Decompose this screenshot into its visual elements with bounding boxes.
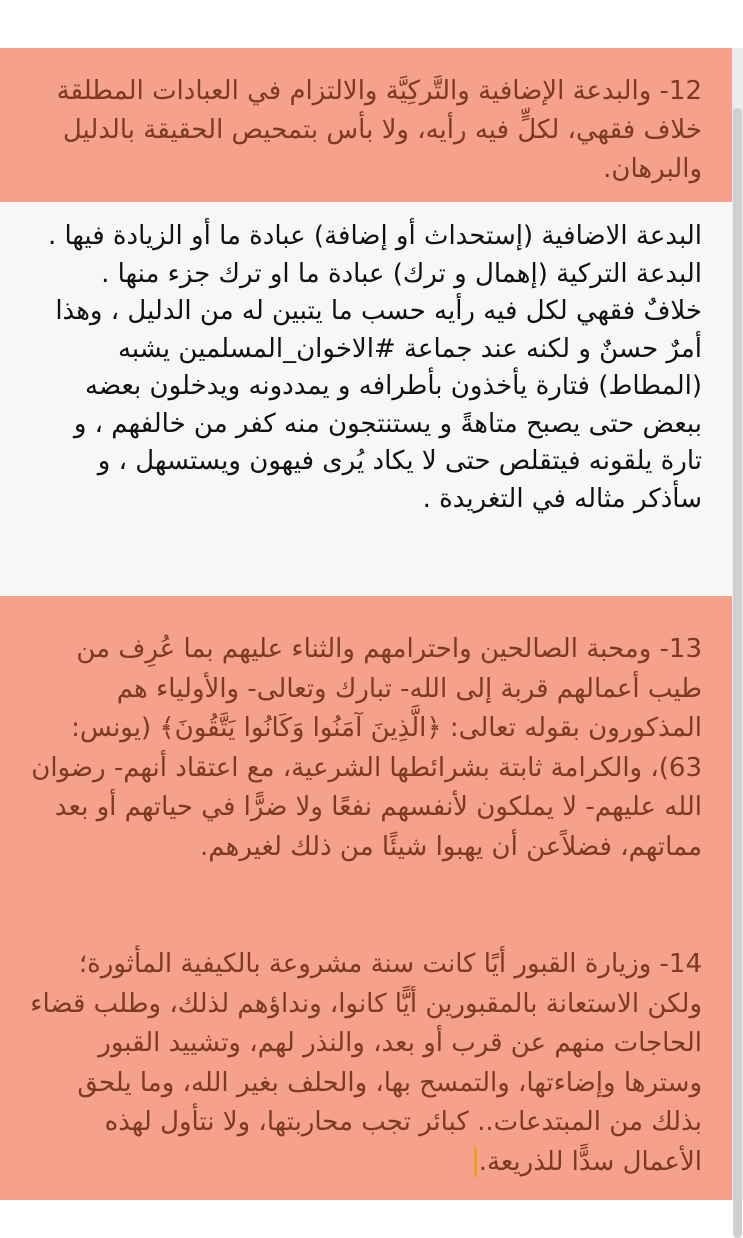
quote-block-12 — [0, 48, 732, 202]
comment-line-3: خلافٌ فقهي لكل فيه رأيه حسب ما يتبين له من الدليل ، وهذا أمرٌ حسنٌ و لكنه عند جماعة #الاخوان_المسلمين يشبه (المطاط) فتارة يأخذون بأطرافه و يمددونه ويدخلون بعضه ببعض حتى يصبح متاهةً و يستنتجون منه كفر من خالفهم ، و تارة يلقونه فيتقلص حتى لا يكاد يُرى فيهون ويستسهل ، و سأذكر مثاله في التغريدة . — [55, 296, 702, 514]
comment-line-1: البدعة الاضافية (إستحداث أو إضافة) عبادة ما أو الزيادة فيها . — [47, 221, 702, 251]
item-14-paragraph — [28, 945, 702, 1182]
scrollbar-track[interactable] — [732, 48, 743, 1200]
item-14-text: 14- وزيارة القبور أيًا كانت سنة مشروعة بالكيفية المأثورة؛ ولكن الاستعانة بالمقبورين أيًّا كانوا، ونداؤهم لذلك، وطلب قضاء الحاجات منهم عن قرب أو بعد، والنذر لهم، وتشييد القبور وسترها وإضاءتها، والتمسح بها، والحلف بغير الله، وما يلحق بذلك من المبتدعات.. كبائر تجب محاربتها، ولا نتأول لهذه الأعمال سدًّا للذريعة. — [30, 949, 702, 1177]
item-13-text: 13- ومحبة الصالحين واحترامهم والثناء عليهم بما عُرِف من طيب أعمالهم قربة إلى الله- تبارك وتعالى- والأولياء هم المذكورون بقوله تعالى: ﴿الَّذِينَ آمَنُوا وَكَانُوا يَتَّقُونَ﴾ (يونس: 63)، والكرامة ثابتة بشرائطها الشرعية، مع اعتقاد أنهم- رضوان الله عليهم- لا يملكون لأنفسهم نفعًا ولا ضرًّا في حياتهم أو بعد مماتهم، فضلاًعن أن يهبوا شيئًا من ذلك لغيرهم. — [31, 634, 702, 862]
scrollbar-thumb[interactable] — [733, 108, 742, 1238]
item-12-text: 12- والبدعة الإضافية والتَّركِيَّة والالتزام في العبادات المطلقة خلاف فقهي، لكلٍّ فيه رأيه، ولا بأس بتمحيص الحقيقة بالدليل والبرهان. — [56, 76, 702, 184]
top-margin — [0, 0, 743, 48]
comment-line-2: البدعة التركية (إهمال و ترك) عبادة ما او ترك جزء منها . — [101, 258, 702, 289]
quote-block-13-14 — [0, 596, 732, 1200]
comment-block — [0, 202, 732, 596]
text-cursor — [474, 1147, 477, 1177]
paragraph-gap — [28, 867, 702, 945]
